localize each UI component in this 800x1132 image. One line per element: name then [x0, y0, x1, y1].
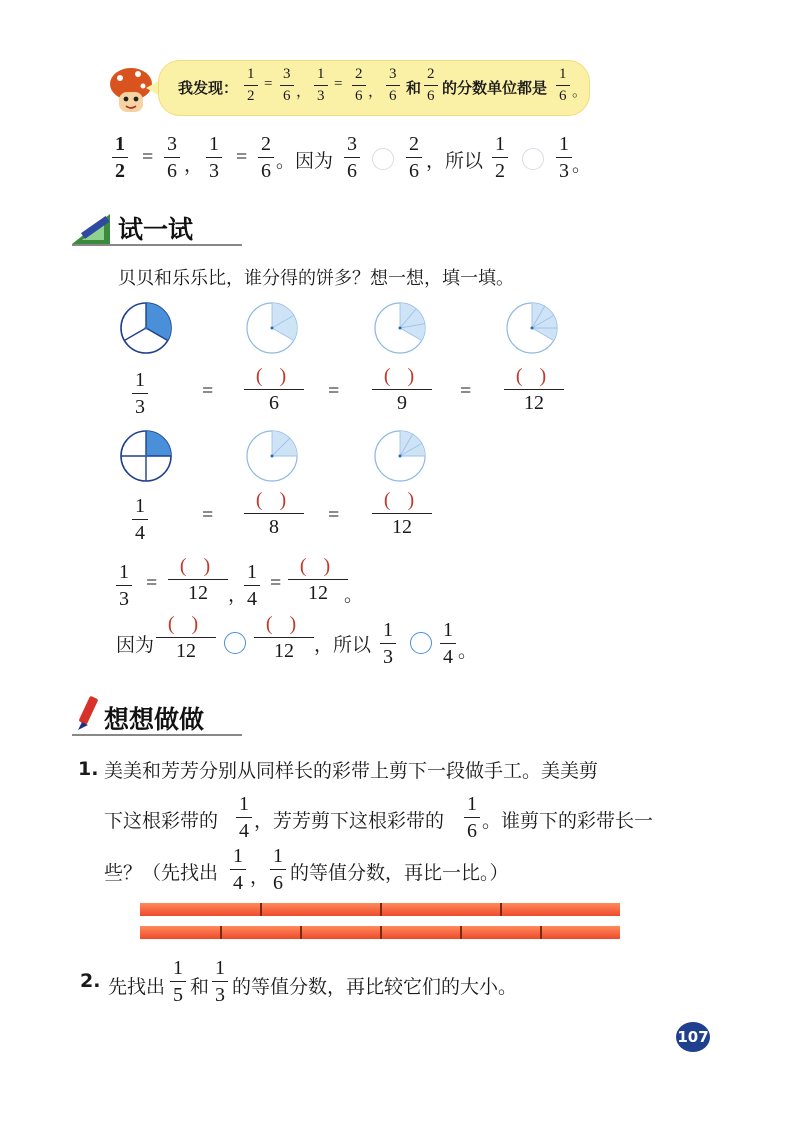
- equals-sign: =: [202, 380, 214, 402]
- row1-blank-2[interactable]: ( ) 9: [372, 366, 432, 413]
- cmp-because: 。因为: [276, 150, 334, 172]
- cmp-end: 。: [572, 154, 592, 176]
- comma: ，: [368, 82, 384, 100]
- ribbon-tick: [500, 903, 502, 916]
- q2-mid: 和: [190, 976, 210, 998]
- try-section-title: 试一试: [118, 215, 194, 244]
- equals-sign: =: [328, 504, 340, 526]
- pie-center-dot: [145, 455, 148, 458]
- title-underline: [72, 734, 242, 736]
- compare-blank[interactable]: [224, 632, 246, 654]
- q1-line2-mid: ，芳芳剪下这根彩带的: [254, 810, 445, 832]
- pie-center-dot: [271, 327, 274, 330]
- q1-f2: $\frac{1}{6}$: [464, 794, 480, 841]
- equals-sign: =: [264, 76, 273, 92]
- row1-blank-1[interactable]: ( ) 6: [244, 366, 304, 413]
- pie-center-dot: [531, 327, 534, 330]
- discovery-eq2-left: $\frac{1}{3}$: [314, 67, 328, 104]
- row2-blank-1[interactable]: ( ) 8: [244, 490, 304, 537]
- pie-thirds: [118, 300, 174, 356]
- pencil-icon: [72, 694, 104, 734]
- q2-f1: $\frac{1}{5}$: [170, 958, 186, 1005]
- pie-twelfths-2: [372, 428, 428, 484]
- sum1-b[interactable]: ( ) 12: [168, 556, 228, 603]
- ribbon-tick: [460, 926, 462, 939]
- cmp-i: $\frac{1}{2}$: [492, 134, 508, 181]
- comma: ，: [250, 866, 270, 888]
- pie-ninths: [372, 300, 428, 356]
- row2-blank-2[interactable]: ( ) 12: [372, 490, 432, 537]
- pie-quarters: [118, 428, 174, 484]
- comma: ，: [184, 154, 204, 176]
- sum2-c: $\frac{1}{3}$: [380, 620, 396, 667]
- row2-given: $\frac{1}{4}$: [132, 496, 148, 543]
- sum2-b[interactable]: ( ) 12: [254, 614, 314, 661]
- sum2-a[interactable]: ( ) 12: [156, 614, 216, 661]
- discovery-eq2-right: $\frac{2}{6}$: [352, 67, 366, 104]
- equals-sign: =: [270, 572, 282, 594]
- equals-sign: =: [142, 146, 154, 168]
- pie-eighths: [244, 428, 300, 484]
- q1-f1: $\frac{1}{4}$: [236, 794, 252, 841]
- equals-sign: =: [236, 146, 248, 168]
- equals-sign: =: [328, 380, 340, 402]
- sum1-a: $\frac{1}{3}$: [116, 562, 132, 609]
- row1-blank-3[interactable]: ( ) 12: [504, 366, 564, 413]
- ribbon-tick: [220, 926, 222, 939]
- discovery-end: 。: [572, 82, 588, 100]
- compare-blank[interactable]: [522, 148, 544, 170]
- q1-line2-post: 。谁剪下的彩带长一: [482, 810, 654, 832]
- pencil-triangle-icon: [70, 212, 116, 246]
- ribbon-tick: [260, 903, 262, 916]
- pie-shaded-wedge: [146, 431, 171, 456]
- sum1-e[interactable]: ( ) 12: [288, 556, 348, 603]
- ribbon-tick: [380, 903, 382, 916]
- cmp-a: $\frac{1}{2}$: [112, 134, 128, 181]
- try-prompt: 贝贝和乐乐比，谁分得的饼多？想一想，填一填。: [118, 268, 514, 289]
- q1-f3: $\frac{1}{4}$: [230, 846, 246, 893]
- sum1-c: $\frac{1}{4}$: [244, 562, 260, 609]
- pie-sixths: [244, 300, 300, 356]
- discovery-eq1-left: $\frac{1}{2}$: [244, 67, 258, 104]
- cmp-c: $\frac{1}{3}$: [206, 134, 222, 181]
- page-number: 107: [676, 1022, 710, 1052]
- q1-line3-pre: 些？（先找出: [104, 862, 219, 884]
- pie-twelfths: [504, 300, 560, 356]
- q1-f4: $\frac{1}{6}$: [270, 846, 286, 893]
- discovery-label: 我发现：: [178, 79, 239, 97]
- q1-number: 1.: [78, 758, 99, 780]
- pie-center-dot: [271, 455, 274, 458]
- compare-blank[interactable]: [410, 632, 432, 654]
- discovery-conj: 和: [406, 79, 422, 97]
- cmp-j: $\frac{1}{3}$: [556, 134, 572, 181]
- q1-line1: 美美和芳芳分别从同样长的彩带上剪下一段做手工。美美剪: [104, 760, 599, 782]
- ribbon-tick: [540, 926, 542, 939]
- q2-pre: 先找出: [108, 976, 166, 998]
- cmp-h: $\frac{2}{6}$: [406, 134, 422, 181]
- comma: ，: [296, 82, 312, 100]
- pie-center-dot: [399, 327, 402, 330]
- equals-sign: =: [202, 504, 214, 526]
- cmp-g: $\frac{3}{6}$: [344, 134, 360, 181]
- cmp-b: $\frac{3}{6}$: [164, 134, 180, 181]
- discovery-eq1-right: $\frac{3}{6}$: [280, 67, 294, 104]
- q2-post: 的等值分数，再比较它们的大小。: [232, 976, 518, 998]
- pie-center-dot: [145, 327, 148, 330]
- discovery-f4: $\frac{2}{6}$: [424, 67, 438, 104]
- discovery-tail: 的分数单位都是: [442, 79, 548, 97]
- cmp-so: ，所以: [426, 150, 484, 172]
- discovery-f3: $\frac{3}{6}$: [386, 67, 400, 104]
- practice-section-title: 想想做做: [104, 705, 205, 734]
- pie-center-dot: [399, 455, 402, 458]
- q2-f2: $\frac{1}{3}$: [212, 958, 228, 1005]
- equals-sign: =: [460, 380, 472, 402]
- q1-line2-pre: 下这根彩带的: [104, 810, 219, 832]
- period: 。: [344, 584, 364, 606]
- q2-number: 2.: [80, 970, 101, 992]
- row1-given: $\frac{1}{3}$: [132, 370, 148, 417]
- title-underline: [72, 244, 242, 246]
- sum2-e: $\frac{1}{4}$: [440, 620, 456, 667]
- ribbon-tick: [380, 926, 382, 939]
- cmp-e: $\frac{2}{6}$: [258, 134, 274, 181]
- compare-blank[interactable]: [372, 148, 394, 170]
- sum2-so: ，所以: [314, 634, 372, 656]
- equals-sign: =: [146, 572, 158, 594]
- q1-line3-post: 的等值分数，再比一比。）: [290, 862, 509, 884]
- period: 。: [458, 640, 478, 662]
- comma: ，: [228, 584, 248, 606]
- ribbon-tick: [300, 926, 302, 939]
- equals-sign: =: [334, 76, 343, 92]
- sum2-because: 因为: [116, 634, 155, 656]
- discovery-unit: $\frac{1}{6}$: [556, 67, 570, 104]
